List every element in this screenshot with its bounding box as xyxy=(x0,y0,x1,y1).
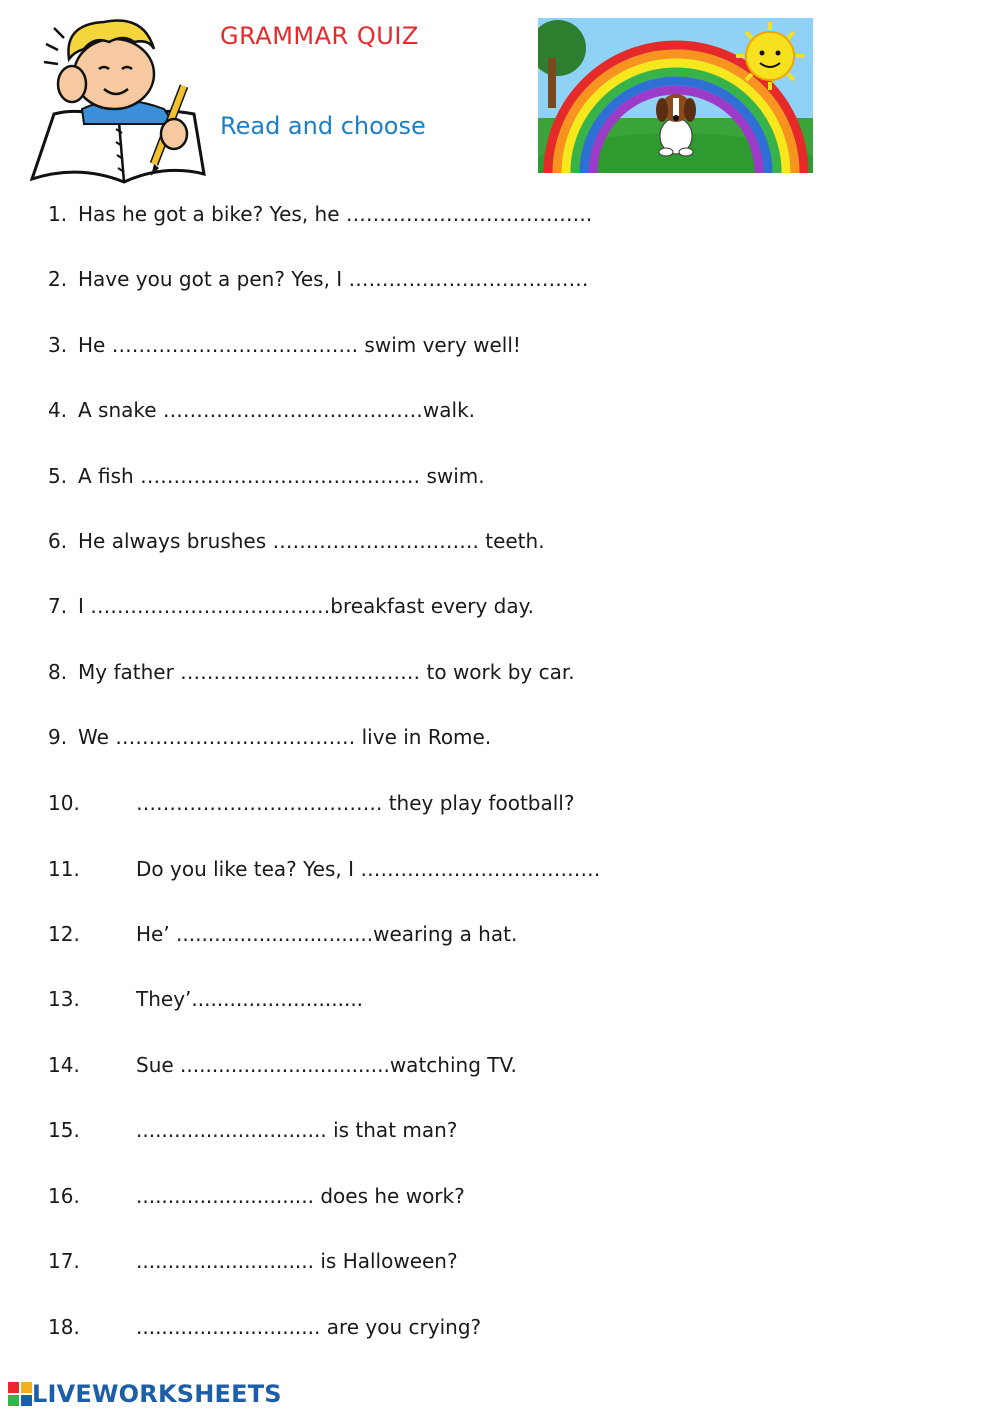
question-text: He’ ...............................wearing a hat. xyxy=(136,922,518,946)
question-number: 10. xyxy=(48,791,80,815)
question-item xyxy=(48,1053,517,1077)
question-item xyxy=(48,398,475,422)
question-text: A fish …………………………………… swim. xyxy=(78,464,485,488)
question-item xyxy=(48,594,534,618)
footer-brand-text: LIVEWORKSHEETS xyxy=(32,1380,282,1408)
question-text: .............................. is that man? xyxy=(136,1118,458,1142)
question-text: He always brushes …………………………. teeth. xyxy=(78,529,545,553)
question-item xyxy=(48,660,575,684)
question-number: 15. xyxy=(48,1118,80,1142)
page-title: GRAMMAR QUIZ xyxy=(220,22,419,50)
question-text: A snake …………………………………walk. xyxy=(78,398,476,422)
question-number: 6. xyxy=(48,529,68,553)
question-number: 5. xyxy=(48,464,68,488)
question-number: 14. xyxy=(48,1053,80,1077)
question-number: 13. xyxy=(48,987,80,1011)
question-text: ............................ is Halloween? xyxy=(136,1249,458,1273)
question-text: We ……………………………… live in Rome. xyxy=(78,725,492,749)
question-number: 17. xyxy=(48,1249,80,1273)
question-text: ………………………………. they play football? xyxy=(136,791,575,815)
question-item xyxy=(48,791,574,815)
question-number: 18. xyxy=(48,1315,80,1339)
question-number: 8. xyxy=(48,660,68,684)
question-item xyxy=(48,529,545,553)
question-text: They’........................... xyxy=(136,987,364,1011)
question-item xyxy=(48,987,363,1011)
question-item xyxy=(48,1118,457,1142)
question-number: 1. xyxy=(48,202,68,226)
question-number: 16. xyxy=(48,1184,80,1208)
question-text: My father ……………………………… to work by car. xyxy=(78,660,575,684)
question-number: 12. xyxy=(48,922,80,946)
question-text: Do you like tea? Yes, I ……………………………… xyxy=(136,857,601,881)
question-item xyxy=(48,333,521,357)
question-item xyxy=(48,857,600,881)
question-number: 4. xyxy=(48,398,68,422)
question-item xyxy=(48,202,592,226)
question-item xyxy=(48,464,485,488)
question-item xyxy=(48,1184,465,1208)
question-text: He ………………………………. swim very well! xyxy=(78,333,521,357)
footer-brand xyxy=(8,1380,282,1408)
question-number: 11. xyxy=(48,857,80,881)
liveworksheets-logo-icon xyxy=(8,1382,32,1406)
question-item xyxy=(48,267,589,291)
question-text: Has he got a bike? Yes, he ………………………………. xyxy=(78,202,593,226)
question-item xyxy=(48,1249,458,1273)
instructions-subtitle: Read and choose xyxy=(220,112,426,140)
question-text: ............................ does he work? xyxy=(136,1184,465,1208)
question-number: 3. xyxy=(48,333,68,357)
question-number: 7. xyxy=(48,594,68,618)
question-number: 9. xyxy=(48,725,68,749)
question-item xyxy=(48,1315,481,1339)
question-text: ............................. are you crying? xyxy=(136,1315,482,1339)
question-item xyxy=(48,725,491,749)
question-item xyxy=(48,922,517,946)
question-text: Have you got a pen? Yes, I ……………………………… xyxy=(78,267,589,291)
question-number: 2. xyxy=(48,267,68,291)
question-text: Sue .................................watching TV. xyxy=(136,1053,517,1077)
question-text: I ………………………………breakfast every day. xyxy=(78,594,534,618)
